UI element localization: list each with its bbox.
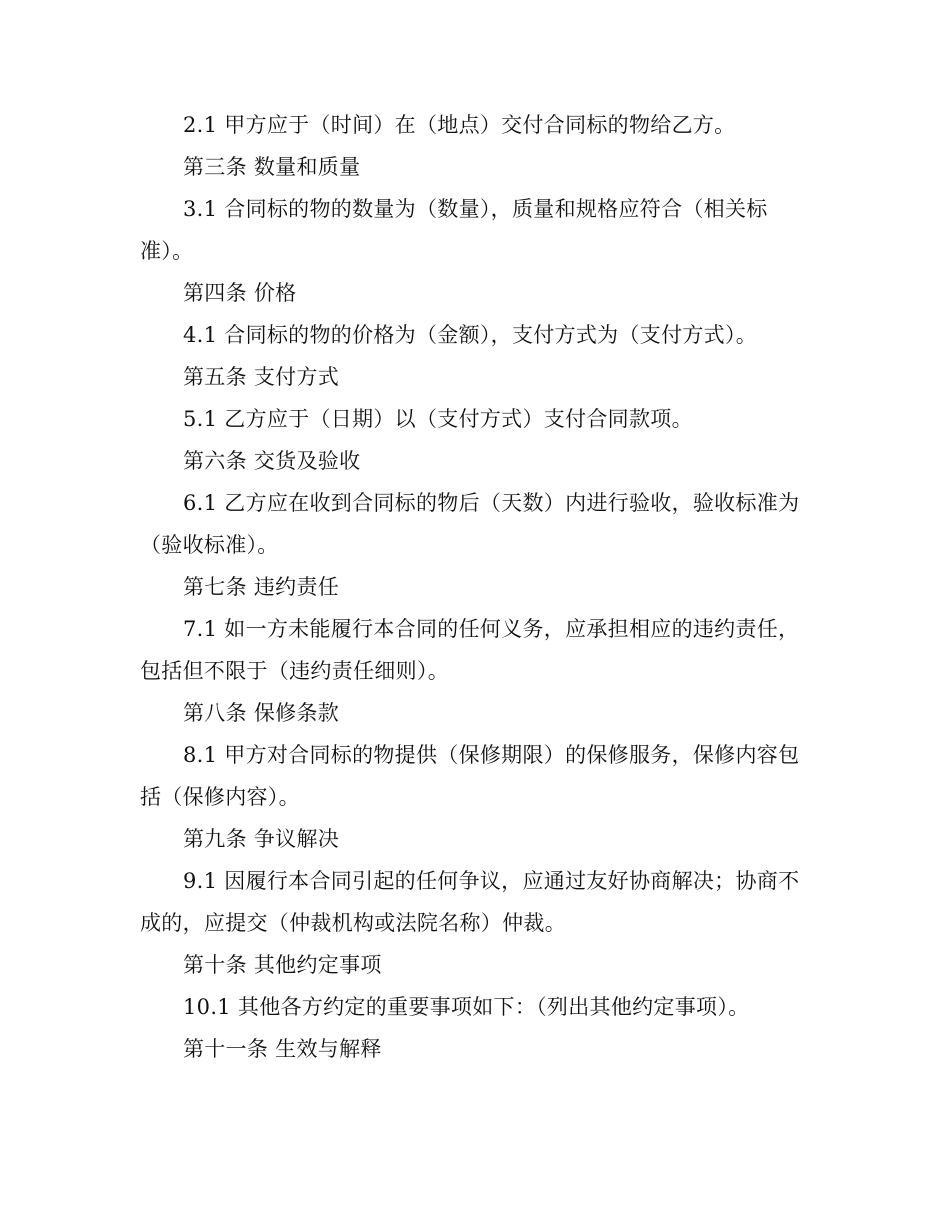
clause-8-1: 8.1 甲方对合同标的物提供（保修期限）的保修服务，保修内容包括（保修内容）。 (140, 743, 800, 809)
article-10-heading: 第十条 其他约定事项 (183, 953, 382, 977)
article-9-heading: 第九条 争议解决 (183, 827, 340, 851)
clause-2-1: 2.1 甲方应于（时间）在（地点）交付合同标的物给乙方。 (183, 113, 736, 137)
document-body (140, 104, 810, 1070)
clause-5-1: 5.1 乙方应于（日期）以（支付方式）支付合同款项。 (183, 407, 693, 431)
article-3-heading: 第三条 数量和质量 (183, 155, 361, 179)
clause-6-1: 6.1 乙方应在收到合同标的物后（天数）内进行验收，验收标准为（验收标准）。 (140, 491, 800, 557)
article-8-heading: 第八条 保修条款 (183, 701, 340, 725)
clause-10-1: 10.1 其他各方约定的重要事项如下：（列出其他约定事项）。 (183, 995, 750, 1019)
clause-7-1: 7.1 如一方未能履行本合同的任何义务，应承担相应的违约责任，包括但不限于（违约责任细则）。 (140, 617, 800, 683)
article-6-heading: 第六条 交货及验收 (183, 449, 361, 473)
article-11-heading: 第十一条 生效与解释 (183, 1037, 382, 1061)
clause-9-1: 9.1 因履行本合同引起的任何争议，应通过友好协商解决；协商不成的，应提交（仲裁机构或法院名称）仲裁。 (140, 869, 800, 935)
clause-4-1: 4.1 合同标的物的价格为（金额），支付方式为（支付方式）。 (183, 323, 758, 347)
article-5-heading: 第五条 支付方式 (183, 365, 340, 389)
clause-3-1: 3.1 合同标的物的数量为（数量），质量和规格应符合（相关标准）。 (140, 197, 768, 263)
article-4-heading: 第四条 价格 (183, 281, 297, 305)
article-7-heading: 第七条 违约责任 (183, 575, 340, 599)
